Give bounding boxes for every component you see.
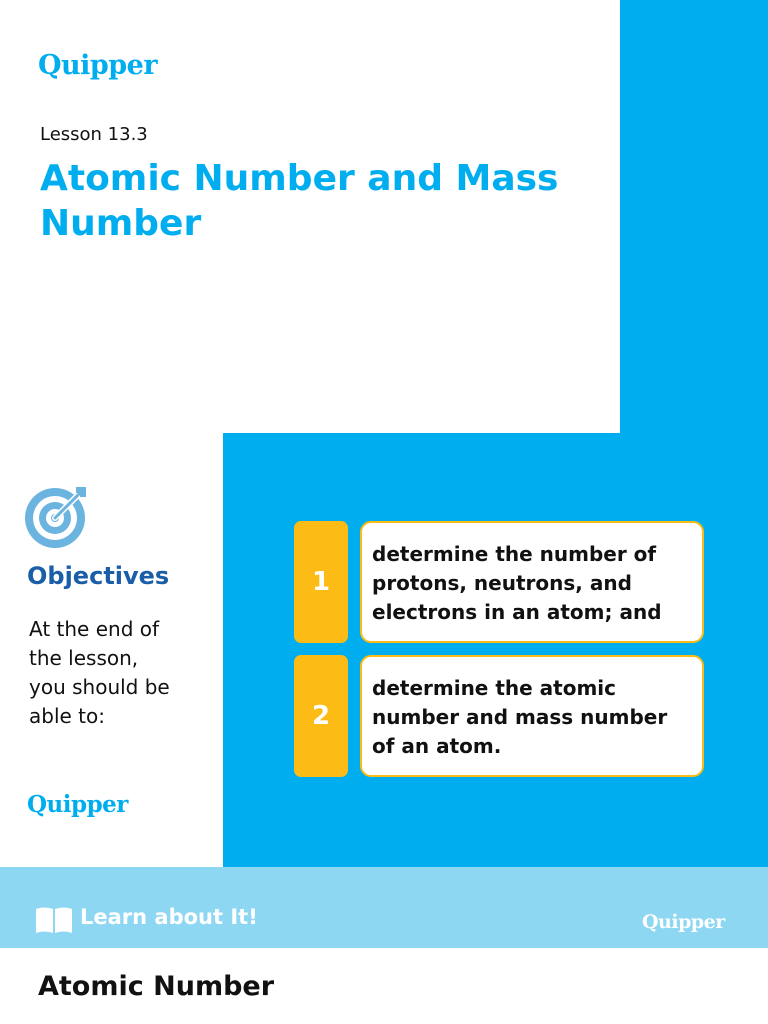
section-heading: Atomic Number <box>38 971 275 1002</box>
objective-item <box>294 655 704 777</box>
blue-objectives-panel <box>223 433 768 867</box>
blue-accent-band <box>620 0 768 433</box>
objective-number: 1 <box>294 521 348 643</box>
quipper-logo: Quipper <box>27 791 128 818</box>
title-slide <box>0 0 768 433</box>
lesson-number: Lesson 13.3 <box>40 124 148 145</box>
quipper-logo: Quipper <box>642 911 725 933</box>
objectives-intro: At the end of the lesson, you should be able to: <box>29 617 170 728</box>
objectives-title: Objectives <box>27 562 170 590</box>
open-book-icon <box>34 905 74 935</box>
quipper-logo: Quipper <box>38 50 158 81</box>
objective-number: 2 <box>294 655 348 777</box>
objectives-slide <box>0 433 768 867</box>
objective-item <box>294 521 704 643</box>
objective-text: determine the atomic number and mass number of an atom. <box>360 655 704 777</box>
target-icon <box>24 483 90 549</box>
learn-about-it-label: Learn about It! <box>80 905 258 929</box>
objective-text: determine the number of protons, neutrons, and electrons in an atom; and <box>360 521 704 643</box>
lesson-title: Atomic Number and Mass Number <box>40 158 559 244</box>
